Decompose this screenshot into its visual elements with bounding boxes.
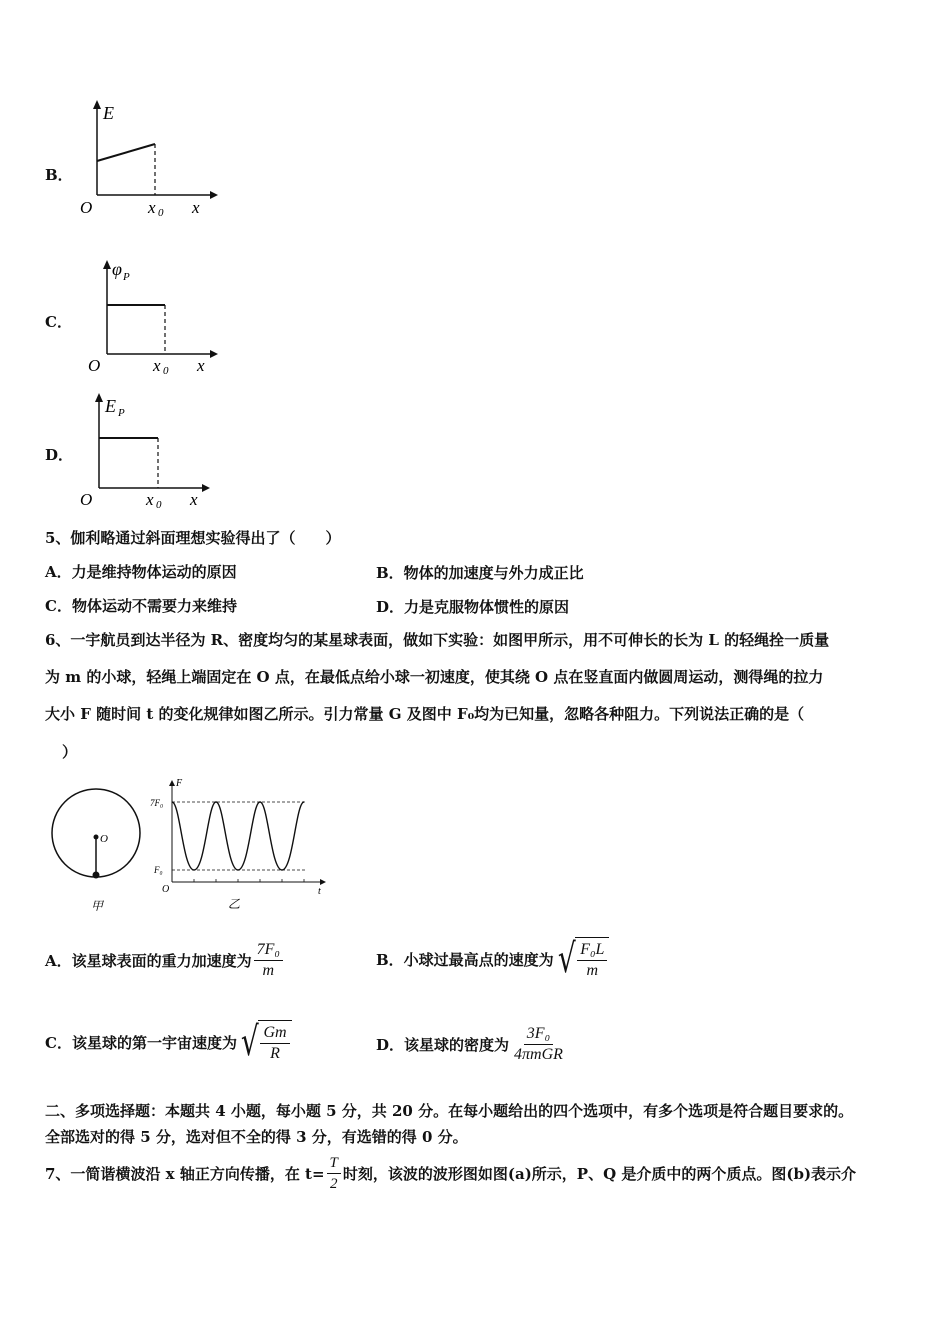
yi-bottom-label: F₀ <box>154 865 163 875</box>
q6-option-c <box>45 1020 292 1064</box>
d-y-axis-label: E <box>105 396 116 416</box>
q5-stem: 5、伽利略通过斜面理想实验得出了（ ） <box>45 529 341 547</box>
q6-b-numerator: F₀L <box>577 940 607 961</box>
q7-t-fraction <box>327 1153 341 1194</box>
q6-line3: 大小 F 随时间 t 的变化规律如图乙所示。引力常量 G 及图中 F₀均为已知量，忽略各种阻力。下列说法正确的是（ <box>45 705 805 723</box>
figure-jia <box>48 785 148 915</box>
option-c-graph <box>80 255 220 375</box>
q6-option-b-sqrt: √ $\frac{\text{F₀L}}{m}$ <box>554 937 610 981</box>
section2-line1: 二、多项选择题：本题共 4 小题，每小题 5 分，共 20 分。在每小题给出的四个选项中，有多个选项是符合题目要求的。 <box>45 1102 854 1120</box>
c-x-axis-label: x <box>197 356 205 375</box>
b-x0-label: x <box>148 198 156 217</box>
yi-origin-label: O <box>162 884 170 895</box>
yi-y-axis-label: F <box>176 778 183 789</box>
q7-line1 <box>45 1153 856 1194</box>
q5-option-d: D．力是克服物体惯性的原因 <box>376 598 570 616</box>
q6-line4: ） <box>62 743 78 761</box>
q7-t-denominator: 2 <box>329 1176 338 1192</box>
option-b-label: B． <box>45 166 73 184</box>
option-d-graph <box>72 388 217 510</box>
yi-top-label: 7F₀ <box>150 798 164 808</box>
b-x-axis-label: x <box>192 198 200 217</box>
q6-option-b <box>376 937 609 981</box>
q7-t-numerator: T <box>327 1153 341 1174</box>
c-y-axis-label: φ <box>112 259 122 279</box>
d-origin-label: O <box>80 490 93 509</box>
jia-point-o: O <box>100 833 108 845</box>
c-x0-label: x <box>153 356 161 375</box>
section2-line2: 全部选对的得 5 分，选对但不全的得 3 分，有选错的得 0 分。 <box>45 1128 468 1146</box>
q6-option-d <box>376 1024 568 1065</box>
d-x0-sub: 0 <box>156 499 162 510</box>
q5-option-a: A．力是维持物体运动的原因 <box>45 563 237 581</box>
yi-x-axis-label: t <box>318 886 321 897</box>
c-x0-sub: 0 <box>163 365 169 375</box>
d-x-axis-label: x <box>190 490 198 509</box>
q6-a-numerator: 7F₀ <box>254 940 283 961</box>
q7-pre: 7、一简谐横波沿 x 轴正方向传播，在 t= <box>45 1165 325 1183</box>
q6-option-a-text: A．该星球表面的重力加速度为 <box>45 952 252 970</box>
option-d-label: D． <box>45 446 74 464</box>
q6-option-d-text: D．该星球的密度为 <box>376 1036 510 1054</box>
q6-line2: 为 m 的小球，轻绳上端固定在 O 点，在最低点给小球一初速度，使其绕 O 点在竖直面内做圆周运动，测得绳的拉力 <box>45 668 824 686</box>
q6-a-denominator: m <box>262 962 275 979</box>
q6-c-numerator: Gm <box>260 1023 289 1044</box>
q6-d-numerator: 3F₀ <box>524 1024 553 1045</box>
c-origin-label: O <box>88 356 101 375</box>
q6-option-a-fraction <box>254 940 283 981</box>
q6-option-c-sqrt: √ $\frac{Gm}{R}$ <box>237 1020 292 1064</box>
figure-yi <box>150 772 330 912</box>
b-y-axis-label: E <box>103 103 114 123</box>
jia-caption: 甲 <box>91 899 104 913</box>
q6-option-c-text: C．该星球的第一宇宙速度为 <box>45 1033 237 1052</box>
b-x0-sub: 0 <box>158 207 164 219</box>
d-y-axis-sub: P <box>118 407 125 419</box>
d-x0-label: x <box>146 490 154 509</box>
q6-b-denominator: m <box>586 962 599 979</box>
q6-option-b-text: B．小球过最高点的速度为 <box>376 950 554 969</box>
b-origin-label: O <box>80 198 93 217</box>
q6-d-denominator: 4πmGR <box>514 1046 563 1063</box>
q6-option-d-fraction <box>511 1024 566 1065</box>
option-c-label: C． <box>45 313 72 331</box>
c-y-axis-sub: P <box>123 271 130 283</box>
q5-option-b: B．物体的加速度与外力成正比 <box>376 564 584 582</box>
option-b-graph <box>70 95 220 225</box>
q6-option-a <box>45 940 285 981</box>
q6-line1: 6、一宇航员到达半径为 R、密度均匀的某星球表面，做如下实验：如图甲所示，用不可伸长的长为 L 的轻绳拴一质量 <box>45 631 830 649</box>
q6-c-denominator: R <box>270 1045 280 1062</box>
q7-post: 时刻，该波的波形图如图(a)所示，P、Q 是介质中的两个质点。图(b)表示介 <box>342 1165 857 1183</box>
q5-option-c: C．物体运动不需要力来维持 <box>45 597 237 615</box>
yi-caption: 乙 <box>228 897 241 911</box>
